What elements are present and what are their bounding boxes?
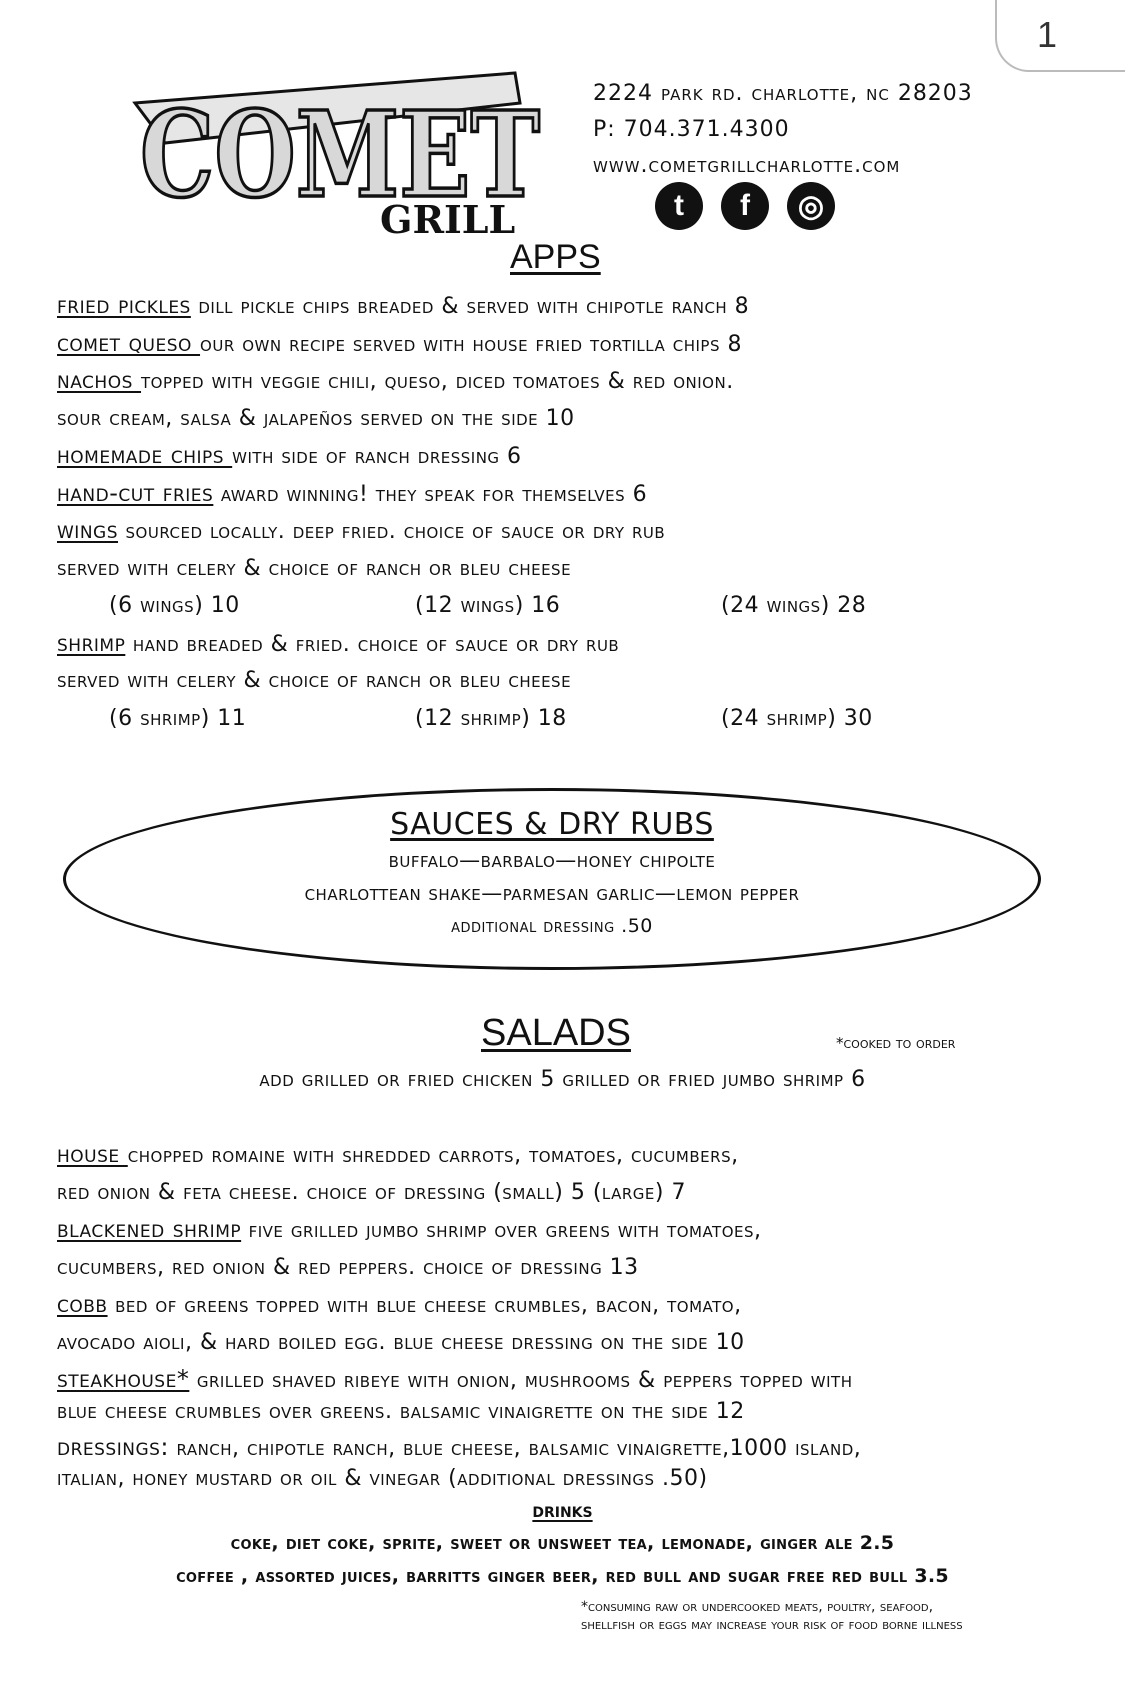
size-option: (24 wings) 28 (721, 593, 867, 618)
item-desc: dill pickle chips breaded & served with chipotle ranch 8 (190, 294, 750, 319)
item-desc-cont: avocado aioli, & hard boiled egg. blue cheese dressing on the side 10 (57, 1329, 745, 1355)
apps-heading: APPS (510, 238, 601, 276)
item-desc-cont: served with celery & choice of ranch or bleu cheese (57, 555, 572, 581)
size-option: (12 wings) 16 (415, 593, 561, 618)
item-name: blackened shrimp (57, 1215, 242, 1243)
list-item (57, 1211, 1077, 1249)
item-name: steakhouse* (57, 1365, 190, 1393)
dressings-line (57, 1429, 1077, 1467)
phone: P: 704.371.4300 (593, 117, 790, 142)
website-link[interactable]: www.cometgrillcharlotte.com (593, 153, 901, 178)
instagram-icon[interactable]: ◎ (787, 182, 835, 230)
item-name: cobb (57, 1290, 108, 1318)
item-desc: topped with veggie chili, queso, diced tomatoes & red onion. (141, 369, 734, 394)
list-item (57, 1361, 1077, 1399)
size-option: (6 shrimp) 11 (109, 705, 247, 731)
social-links (655, 182, 835, 230)
list-item (57, 475, 1077, 513)
consumer-warning (581, 1598, 963, 1634)
list-item (57, 362, 1077, 400)
logo-main: COMET (140, 85, 540, 224)
item-name: comet queso (57, 328, 201, 357)
item-name: nachos (57, 366, 142, 394)
item-desc: sourced locally. deep fried. choice of sauce or dry rub (118, 519, 666, 544)
item-name: wings (57, 516, 119, 544)
warning-line: *consuming raw or undercooked meats, poultry, seafood, (581, 1599, 934, 1615)
comet-grill-logo (125, 68, 545, 238)
item-desc: chopped romaine with shredded carrots, tomatoes, cucumbers, (127, 1143, 739, 1168)
sauces-line: charlottean shake—parmesan garlic—lemon pepper (304, 881, 800, 905)
item-desc: bed of greens topped with blue cheese crumbles, bacon, tomato, (107, 1293, 742, 1318)
item-desc-cont: sour cream, salsa & jalapeños served on the side 10 (57, 405, 575, 431)
item-name: homemade chips (57, 441, 233, 469)
dressings-label: dressings: (57, 1432, 170, 1461)
sauces-section (63, 806, 1041, 943)
sauces-heading: SAUCES & DRY RUBS (390, 807, 714, 842)
dressings-cont: italian, honey mustard or oil & vinegar (additional dressings .50) (57, 1466, 708, 1491)
list-item (57, 437, 1077, 475)
item-desc: grilled shaved ribeye with onion, mushrooms & peppers topped with (189, 1368, 853, 1393)
item-desc: five grilled jumbo shrimp over greens with tomatoes, (241, 1218, 762, 1243)
item-desc-cont: served with celery & choice of ranch or bleu cheese (57, 668, 572, 693)
size-option: (6 wings) 10 (109, 593, 240, 618)
apps-list (57, 287, 1077, 737)
drinks-heading: drinks (532, 1498, 593, 1522)
item-desc: with side of ranch dressing 6 (232, 444, 522, 469)
salad-addon: add grilled or fried chicken 5 grilled or fried jumbo shrimp 6 (259, 1067, 866, 1092)
item-desc-cont: cucumbers, red onion & red peppers. choice of dressing 13 (57, 1254, 639, 1280)
item-name: house (57, 1140, 128, 1168)
list-item (57, 625, 1077, 663)
twitter-icon[interactable]: t (655, 182, 703, 230)
page-number-tab (995, 0, 1125, 72)
page-number: 1 (1037, 14, 1058, 55)
list-item (57, 512, 1077, 550)
list-item (57, 287, 1077, 325)
additional-dressing: additional dressing .50 (451, 915, 653, 937)
salads-list (57, 1136, 1077, 1496)
facebook-icon[interactable]: f (721, 182, 769, 230)
size-option: (12 shrimp) 18 (415, 705, 567, 731)
item-name: fried pickles (57, 291, 191, 319)
sauces-line: buffalo—barbalo—honey chipolte (388, 848, 716, 872)
size-option: (24 shrimp) 30 (721, 705, 873, 731)
item-desc-cont: red onion & feta cheese. choice of dressing (small) 5 (large) 7 (57, 1179, 686, 1205)
size-options (57, 587, 1077, 625)
item-name: hand-cut fries (57, 478, 214, 507)
item-desc-cont: blue cheese crumbles over greens. balsamic vinaigrette on the side 12 (57, 1398, 745, 1424)
warning-line: shellfish or eggs may increase your risk of food borne illness (581, 1617, 963, 1633)
item-desc: hand breaded & fried. choice of sauce or dry rub (125, 631, 620, 657)
size-options (57, 700, 1077, 738)
logo-sub: GRILL (380, 197, 516, 238)
item-desc: our own recipe served with house fried tortilla chips 8 (200, 331, 742, 357)
list-item (57, 1136, 1077, 1174)
list-item (57, 325, 1077, 363)
salads-heading: SALADS (481, 1012, 631, 1054)
drinks-line: coke, diet coke, sprite, sweet or unsweet tea, lemonade, ginger ale 2.5 (230, 1532, 895, 1554)
cooked-to-order-note: *cooked to order (836, 1034, 956, 1052)
address: 2224 park rd. charlotte, nc 28203 (593, 81, 973, 106)
item-name: shrimp (57, 628, 126, 657)
drinks-line: coffee , assorted juices, barritts ginger beer, red bull and sugar free red bull 3.5 (176, 1565, 949, 1587)
list-item (57, 1286, 1077, 1324)
item-desc: award winning! they speak for themselves 6 (213, 481, 648, 507)
contact-info (593, 76, 973, 184)
dressings-list: ranch, chipotle ranch, blue cheese, balsamic vinaigrette,1000 island, (169, 1435, 862, 1461)
